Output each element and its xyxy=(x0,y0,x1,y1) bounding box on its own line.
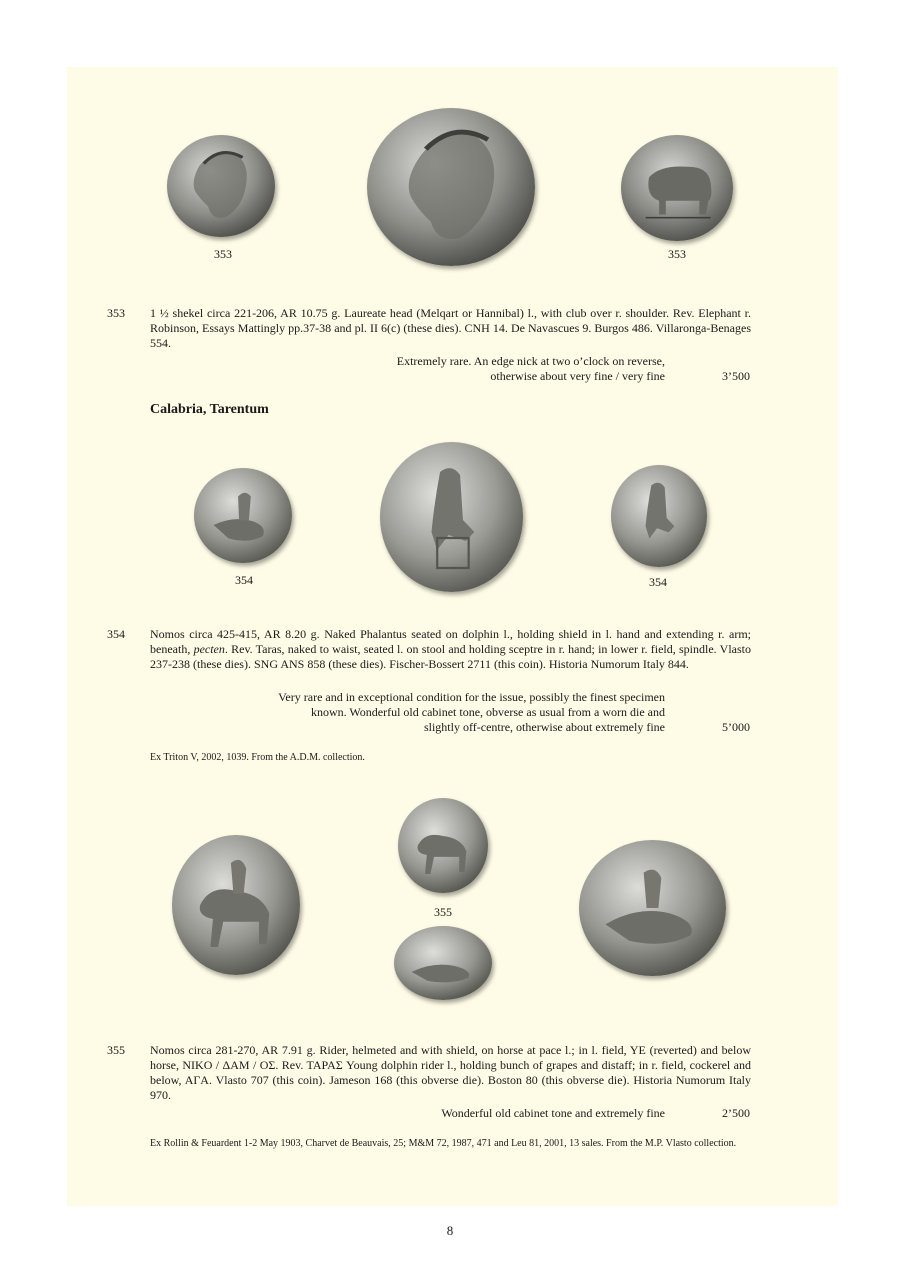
condition-line: Extremely rare. An edge nick at two o’clock on reverse, xyxy=(396,354,665,368)
page-number: 8 xyxy=(446,1223,454,1238)
lot-description-355: Nomos circa 281-270, AR 7.91 g. Rider, helmeted and with shield, on horse at pace l.; in l. field, YE (reverted) and below horse, NIKO / ΔAM / OΣ. Rev. TAPAΣ Young dolphin rider l., holding bunch of grapes and distaff; in r. field, cockerel and below, AΓA. Vlasto 707 (this coin). Jameson 168 (this obverse die). Boston 80 (this obverse die). Historia Numorum Italy 970. xyxy=(150,1043,751,1102)
lot-condition-355 xyxy=(441,1106,665,1121)
lot-condition-353 xyxy=(397,354,665,384)
lot-number-354: 354 xyxy=(107,627,125,641)
plate-label-355: 355 xyxy=(434,905,452,919)
coin-355-obverse-image xyxy=(398,798,488,893)
lot-description-354 xyxy=(150,627,751,672)
condition-line: slightly off-centre, otherwise about extremely fine xyxy=(423,720,665,734)
lot-provenance-354: Ex Triton V, 2002, 1039. From the A.D.M. collection. xyxy=(150,752,365,763)
condition-line: Very rare and in exceptional condition for the issue, possibly the finest specimen xyxy=(278,690,665,704)
lot-estimate-353: 3’500 xyxy=(722,369,750,383)
coin-353-obverse-image xyxy=(167,135,275,237)
coin-353-obverse-enlarged-image xyxy=(367,108,535,266)
lot-condition-354 xyxy=(278,690,665,735)
lot-provenance-355: Ex Rollin & Feuardent 1-2 May 1903, Charvet de Beauvais, 25; M&M 72, 1987, 471 and Leu 81, 2001, 13 sales. From the M.P. Vlasto collection. xyxy=(150,1138,737,1149)
lot-description-353: 1 ½ shekel circa 221-206, AR 10.75 g. Laureate head (Melqart or Hannibal) l., with club over r. shoulder. Rev. Elephant r. Robinson, Essays Mattingly pp.37-38 and pl. II 6(c) (these dies). CNH 14. De Navascues 9. Burgos 486. Villaronga-Benages 554. xyxy=(150,306,751,350)
lot-number-355: 355 xyxy=(107,1043,125,1057)
lot-number-353: 353 xyxy=(107,306,125,320)
coin-355-reverse-enlarged-image xyxy=(579,840,726,976)
condition-line: otherwise about very fine / very fine xyxy=(490,369,665,383)
coin-354-obverse-image xyxy=(194,468,292,563)
condition-line: known. Wonderful old cabinet tone, obverse as usual from a worn die and xyxy=(310,705,665,719)
coin-354-reverse-image xyxy=(611,465,707,567)
coin-355-reverse-image xyxy=(394,926,492,1000)
description-text: . Rev. Taras, naked to waist, seated l. on stool and holding sceptre in r. hand; in lower r. field, spindle. Vlasto 237-238 (these dies). SNG ANS 858 (these dies). Fischer-Bossert 2711 (this coin). Historia Numorum Italy 844. xyxy=(150,642,752,671)
condition-line: Wonderful old cabinet tone and extremely fine xyxy=(441,1106,665,1120)
plate-label-353-right: 353 xyxy=(668,247,686,261)
plate-label-353-left: 353 xyxy=(214,247,232,261)
coin-354-enlarged-image xyxy=(380,442,523,592)
coin-353-reverse-image xyxy=(621,135,733,241)
description-italic-term: pecten xyxy=(193,642,225,656)
description-text: Nomos circa 425-415, AR 8.20 g. Naked Phalantus seated on dolphin l., holding shield in l. hand and extending r. arm; beneath, xyxy=(150,627,751,656)
lot-estimate-355: 2’500 xyxy=(722,1106,750,1120)
coin-355-obverse-enlarged-image xyxy=(172,835,300,975)
plate-label-354-left: 354 xyxy=(235,573,253,587)
plate-label-354-right: 354 xyxy=(649,575,667,589)
lot-estimate-354: 5’000 xyxy=(722,720,750,734)
section-heading: Calabria, Tarentum xyxy=(150,402,269,417)
